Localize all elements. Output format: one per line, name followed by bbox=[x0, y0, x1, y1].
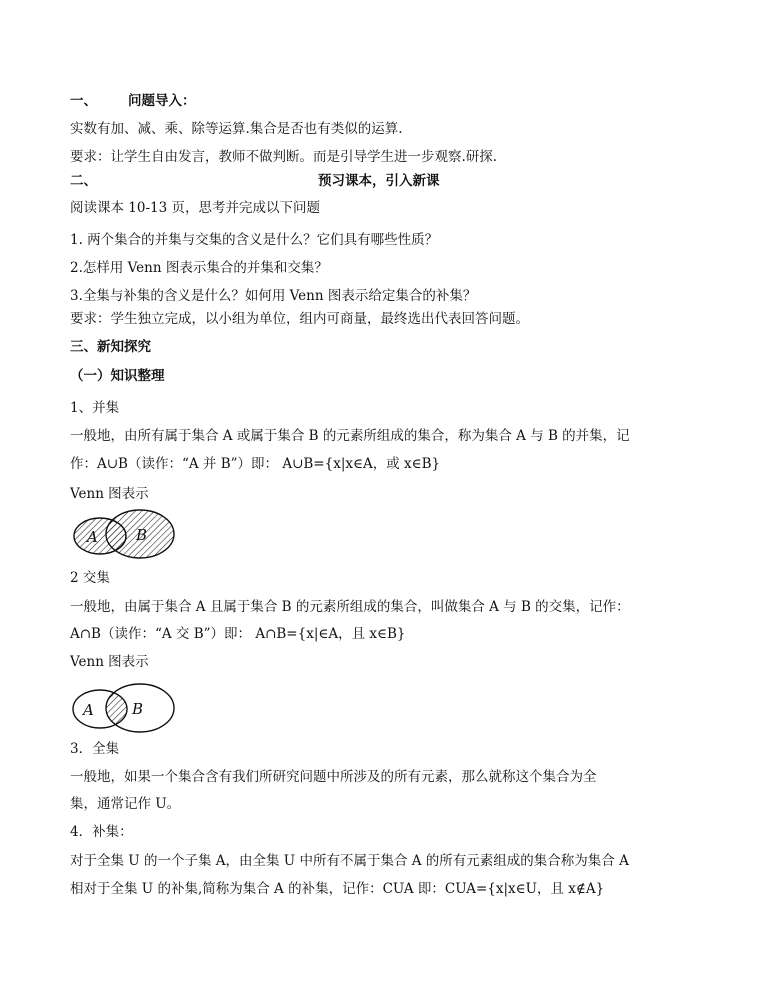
question-3: 3.全集与补集的含义是什么？如何用 Venn 图表示给定集合的补集？ bbox=[70, 288, 477, 304]
intersection-definition-line1: 一般地，由属于集合 A 且属于集合 B 的元素所组成的集合，叫做集合 A 与 B 的交集，记作： bbox=[70, 599, 630, 615]
intersection-definition-line2: A∩B（读作：“A 交 B”）即： A∩B={x|∈A，且 x∈B} bbox=[70, 626, 406, 642]
section1-line2: 要求：让学生自由发言，教师不做判断。而是引导学生进一步观察.研探. bbox=[70, 149, 498, 165]
complement-heading: 4．补集： bbox=[70, 824, 133, 840]
question-1: 1. 两个集合的并集与交集的含义是什么？它们具有哪些性质？ bbox=[70, 232, 439, 248]
union-venn-diagram bbox=[70, 506, 180, 564]
universal-definition-line1: 一般地，如果一个集合含有我们所研究问题中所涉及的所有元素，那么就称这个集合为全 bbox=[70, 769, 597, 785]
section1-line1: 实数有加、减、乘、除等运算.集合是否也有类似的运算. bbox=[70, 121, 403, 137]
intersection-label-a: A bbox=[83, 701, 94, 719]
section1-title: 问题导入： bbox=[128, 93, 196, 109]
section2-intro: 阅读课本 10-13 页，思考并完成以下问题 bbox=[70, 200, 321, 216]
intersection-heading: 2 交集 bbox=[70, 570, 110, 586]
section1-number: 一、 bbox=[70, 93, 97, 109]
union-venn-caption: Venn 图表示 bbox=[70, 486, 149, 502]
universal-definition-line2: 集，通常记作 U。 bbox=[70, 796, 181, 812]
intersection-venn-caption: Venn 图表示 bbox=[70, 654, 149, 670]
intersection-venn-diagram bbox=[70, 680, 180, 738]
union-label-b: B bbox=[136, 526, 148, 544]
section2-requirement: 要求：学生独立完成，以小组为单位，组内可商量，最终选出代表回答问题。 bbox=[70, 311, 529, 327]
section3-title: 三、新知探究 bbox=[70, 339, 151, 355]
intersection-label-b: B bbox=[132, 700, 144, 718]
complement-definition-line2: 相对于全集 U 的补集,简称为集合 A 的补集，记作：CUA 即：CUA={x|x∈U，且 x∉A} bbox=[70, 881, 605, 897]
union-definition-line2: 作：A∪B（读作：“A 并 B”）即： A∪B={x|x∈A，或 x∈B} bbox=[70, 456, 441, 472]
union-definition-line1: 一般地，由所有属于集合 A 或属于集合 B 的元素所组成的集合，称为集合 A 与 B 的并集，记 bbox=[70, 428, 630, 444]
section3-subtitle: （一）知识整理 bbox=[70, 368, 165, 384]
union-heading: 1、并集 bbox=[70, 400, 120, 416]
union-label-a: A bbox=[87, 528, 98, 546]
question-2: 2.怎样用 Venn 图表示集合的并集和交集？ bbox=[70, 260, 328, 276]
section2-number: 二、 bbox=[70, 173, 97, 189]
section2-title: 预习课本，引入新课 bbox=[318, 173, 440, 189]
universal-heading: 3．全集 bbox=[70, 741, 120, 757]
complement-definition-line1: 对于全集 U 的一个子集 A，由全集 U 中所有不属于集合 A 的所有元素组成的集合称为集合 A bbox=[70, 853, 629, 869]
